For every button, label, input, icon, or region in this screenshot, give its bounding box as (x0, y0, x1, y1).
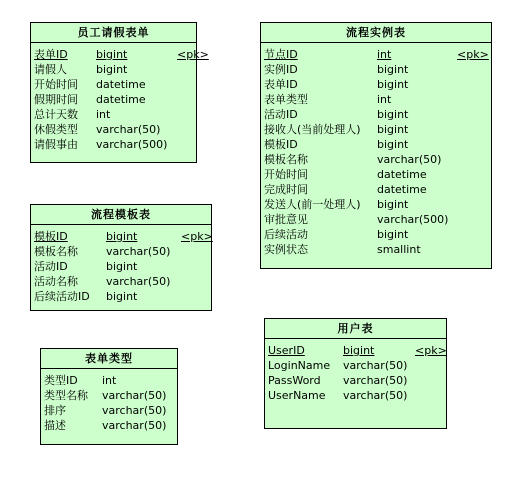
column-row (34, 92, 196, 107)
column-type: varchar(50) (343, 359, 408, 372)
column-type: varchar(500) (377, 213, 449, 226)
entity-process-instance[interactable] (260, 22, 492, 269)
column-type: datetime (96, 93, 146, 106)
entity-leave-form[interactable] (30, 22, 209, 163)
column-type: bigint (96, 63, 128, 76)
column-type: int (377, 48, 392, 61)
column-name: 表单ID (34, 48, 68, 61)
entity-users[interactable] (264, 318, 447, 429)
column-name: 模板名称 (34, 245, 78, 258)
column-row (268, 388, 446, 403)
column-row (264, 47, 491, 62)
column-row (264, 77, 491, 92)
column-name: UserName (268, 389, 326, 402)
column-name: 类型ID (44, 374, 78, 387)
column-row (268, 373, 446, 388)
column-type: bigint (377, 198, 409, 211)
column-name: 请假事由 (34, 138, 78, 151)
primary-key-marker: <pk> (177, 48, 209, 61)
column-type: bigint (96, 48, 128, 61)
column-name: 活动ID (34, 260, 68, 273)
column-type: datetime (96, 78, 146, 91)
column-name: 总计天数 (34, 108, 78, 121)
entity-title: 流程模板表 (31, 205, 211, 225)
column-row (34, 107, 196, 122)
column-name: 完成时间 (264, 183, 308, 196)
column-row (44, 403, 177, 418)
column-list (31, 225, 211, 304)
column-list (265, 339, 446, 403)
column-row (264, 137, 491, 152)
column-type: bigint (377, 138, 409, 151)
column-type: datetime (377, 168, 427, 181)
primary-key-marker: <pk> (457, 48, 489, 61)
column-row (268, 358, 446, 373)
column-name: 活动名称 (34, 275, 78, 288)
column-type: bigint (106, 230, 138, 243)
column-name: 节点ID (264, 48, 298, 61)
column-row (34, 122, 196, 137)
column-type: varchar(500) (96, 138, 168, 151)
column-name: 休假类型 (34, 123, 78, 136)
column-row (264, 62, 491, 77)
primary-key-marker: <pk> (181, 230, 213, 243)
column-row (34, 274, 211, 289)
column-row (264, 182, 491, 197)
column-name: PassWord (268, 374, 321, 387)
primary-key-marker: <pk> (415, 344, 447, 357)
column-name: 后续活动 (264, 228, 308, 241)
column-row (264, 107, 491, 122)
column-name: 活动ID (264, 108, 298, 121)
column-row (268, 343, 446, 358)
column-type: varchar(50) (106, 275, 171, 288)
column-name: 请假人 (34, 63, 67, 76)
column-name: 排序 (44, 404, 66, 417)
column-row (34, 229, 211, 244)
column-type: varchar(50) (343, 374, 408, 387)
column-row (264, 167, 491, 182)
column-row (264, 242, 491, 257)
column-name: 开始时间 (34, 78, 78, 91)
column-type: bigint (377, 63, 409, 76)
column-name: 假期时间 (34, 93, 78, 106)
column-list (261, 43, 491, 257)
column-name: 接收人(当前处理人) (264, 123, 361, 136)
column-type: varchar(50) (343, 389, 408, 402)
column-type: varchar(50) (96, 123, 161, 136)
column-name: 审批意见 (264, 213, 308, 226)
column-type: varchar(50) (377, 153, 442, 166)
column-row (264, 197, 491, 212)
column-type: bigint (377, 108, 409, 121)
entity-title: 员工请假表单 (31, 23, 196, 43)
entity-title: 表单类型 (41, 349, 177, 369)
column-type: int (102, 374, 117, 387)
column-type: int (96, 108, 111, 121)
column-name: 开始时间 (264, 168, 308, 181)
column-type: bigint (377, 123, 409, 136)
column-row (34, 289, 211, 304)
column-row (264, 122, 491, 137)
column-row (44, 418, 177, 433)
column-name: LoginName (268, 359, 331, 372)
column-type: bigint (377, 78, 409, 91)
entity-form-type[interactable] (40, 348, 178, 445)
column-type: bigint (343, 344, 375, 357)
column-name: 模板ID (34, 230, 68, 243)
column-row (44, 373, 177, 388)
column-row (34, 47, 209, 62)
column-row (34, 259, 211, 274)
column-row (264, 152, 491, 167)
column-type: varchar(50) (102, 404, 167, 417)
column-type: bigint (106, 290, 138, 303)
column-row (264, 227, 491, 242)
column-type: varchar(50) (106, 245, 171, 258)
entity-title: 用户表 (265, 319, 446, 339)
column-name: 描述 (44, 419, 66, 432)
column-name: 后续活动ID (34, 290, 90, 303)
column-name: 表单ID (264, 78, 298, 91)
column-name: 实例状态 (264, 243, 308, 256)
column-name: 模板名称 (264, 153, 308, 166)
column-list (31, 43, 209, 152)
column-name: 模板ID (264, 138, 298, 151)
column-row (264, 92, 491, 107)
column-row (34, 137, 196, 152)
column-name: 表单类型 (264, 93, 308, 106)
column-name: UserID (268, 344, 305, 357)
column-type: varchar(50) (102, 419, 167, 432)
column-type: int (377, 93, 392, 106)
entity-title: 流程实例表 (261, 23, 491, 43)
column-type: datetime (377, 183, 427, 196)
column-type: smallint (377, 243, 421, 256)
column-name: 发送人(前一处理人) (264, 198, 361, 211)
column-type: varchar(50) (102, 389, 167, 402)
column-row (264, 212, 491, 227)
column-type: bigint (377, 228, 409, 241)
column-type: bigint (106, 260, 138, 273)
column-row (34, 77, 196, 92)
column-row (34, 62, 196, 77)
column-list (41, 369, 177, 433)
column-name: 实例ID (264, 63, 298, 76)
column-row (34, 244, 211, 259)
entity-process-template[interactable] (30, 204, 212, 311)
column-name: 类型名称 (44, 389, 88, 402)
column-row (44, 388, 177, 403)
